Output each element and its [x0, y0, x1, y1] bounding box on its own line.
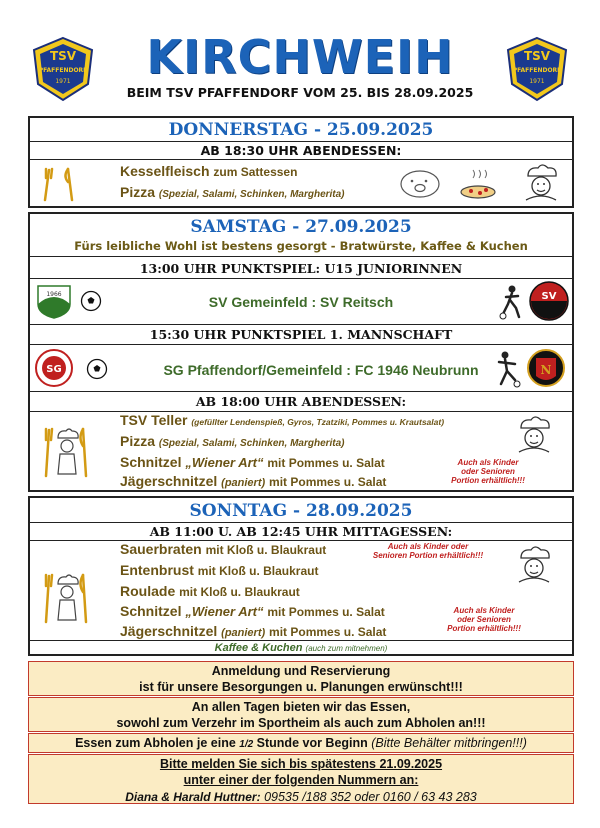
chef-cutlery-icon	[40, 570, 92, 628]
svg-text:1971: 1971	[529, 78, 545, 85]
portion-note: Auch als Kinder oder Senioren Portion erhältlich!!!	[447, 606, 521, 633]
saturday-section	[28, 212, 574, 492]
svg-text:1966: 1966	[46, 291, 62, 298]
menu-item: Pizza (Spezial, Salami, Schinken, Margherita)	[120, 433, 345, 449]
thursday-meal-time: AB 18:30 UHR ABENDESSEN:	[200, 143, 402, 158]
menu-item: Jägerschnitzel (paniert) mit Pommes u. Salat	[120, 623, 387, 639]
chef-cutlery-icon	[40, 424, 92, 482]
portion-note: Auch als Kinder oder Senioren Portion erhältlich!!!	[451, 458, 525, 485]
saturday-meal-time: AB 18:00 UHR ABENDESSEN:	[195, 394, 407, 409]
game1-title: 13:00 UHR PUNKTSPIEL: U15 JUNIORINNEN	[139, 261, 463, 276]
sunday-date: SONNTAG - 28.09.2025	[189, 501, 413, 521]
saturday-intro: Fürs leibliche Wohl ist bestens gesorgt - Bratwürste, Kaffee & Kuchen	[74, 239, 528, 253]
thursday-section	[28, 116, 574, 208]
menu-item: Pizza (Spezial, Salami, Schinken, Margherita)	[120, 184, 345, 200]
svg-text:1971: 1971	[55, 78, 71, 85]
svg-text:TSV: TSV	[523, 49, 551, 63]
page-subtitle: BEIM TSV PFAFFENDORF VOM 25. BIS 28.09.2025	[126, 85, 474, 100]
menu-item: Sauerbraten mit Kloß u. Blaukraut	[120, 541, 327, 557]
contact-box: Bitte melden Sie sich bis spätestens 21.09.2025 unter einer der folgenden Nummern an: Diana & Harald Huttner: 09535 /188 352 oder 0160 / 63 43 283	[28, 754, 574, 804]
game2-title: 15:30 UHR PUNKTSPIEL 1. MANNSCHAFT	[149, 327, 453, 342]
svg-text:SV: SV	[541, 291, 557, 302]
menu-item: Schnitzel „Wiener Art“ mit Pommes u. Salat	[120, 454, 385, 470]
contact-name: Diana & Harald Huttner:	[125, 790, 261, 804]
page-title: KIRCHWEIH	[146, 30, 454, 84]
menu-item: Entenbrust mit Kloß u. Blaukraut	[120, 562, 319, 578]
chef-icon	[510, 544, 556, 588]
svg-text:PFAFFENDORF: PFAFFENDORF	[512, 67, 562, 74]
saturday-date: SAMSTAG - 27.09.2025	[190, 217, 412, 237]
svg-text:SG: SG	[46, 364, 62, 375]
menu-item: Kesselfleisch zum Sattessen	[120, 163, 298, 179]
chef-icon	[510, 414, 556, 458]
player-icon	[492, 350, 522, 388]
fc-neubrunn-logo	[526, 348, 566, 388]
player-icon	[498, 284, 524, 320]
svg-text:TSV: TSV	[49, 49, 77, 63]
thursday-date: DONNERSTAG - 25.09.2025	[168, 120, 434, 140]
chef-icon	[518, 162, 562, 206]
svg-text:N: N	[540, 363, 552, 377]
svg-text:PFAFFENDORF: PFAFFENDORF	[38, 67, 88, 74]
pizza-icon	[458, 166, 498, 202]
pig-icon	[398, 166, 442, 202]
menu-item: Roulade mit Kloß u. Blaukraut	[120, 583, 300, 599]
sunday-meal-time: AB 11:00 U. AB 12:45 UHR MITTAGESSEN:	[149, 524, 453, 539]
contact-numbers: 09535 /188 352 oder 0160 / 63 43 283	[264, 790, 477, 804]
sg-pfaffendorf-logo	[34, 348, 74, 388]
sunday-section	[28, 496, 574, 656]
menu-item: TSV Teller (gefüllter Lendenspieß, Gyros, Tzatziki, Pommes u. Krautsalat)	[120, 412, 445, 428]
cutlery-icon	[38, 164, 78, 204]
sv-reitsch-logo	[528, 280, 570, 322]
game1-match: SV Gemeinfeld : SV Reitsch	[208, 294, 394, 310]
game2-match: SG Pfaffendorf/Gemeinfeld : FC 1946 Neubrunn	[163, 362, 479, 378]
pickup-time-box: Essen zum Abholen je eine 1/2 Stunde vor Beginn (Bitte Behälter mitbringen!!!)	[28, 733, 574, 753]
menu-item: Schnitzel „Wiener Art“ mit Pommes u. Salat	[120, 603, 385, 619]
reservation-box: Anmeldung und Reservierung ist für unsere Besorgungen u. Planungen erwünscht!!!	[28, 661, 574, 696]
coffee-cake: Kaffee & Kuchen (auch zum mitnehmen)	[214, 642, 388, 654]
menu-item: Jägerschnitzel (paniert) mit Pommes u. Salat	[120, 473, 387, 489]
portion-note: Auch als Kinder oder Senioren Portion erhältlich!!!	[372, 542, 484, 560]
pickup-box: An allen Tagen bieten wir das Essen, sowohl zum Verzehr im Sportheim als auch zum Abholen an!!!	[28, 697, 574, 732]
